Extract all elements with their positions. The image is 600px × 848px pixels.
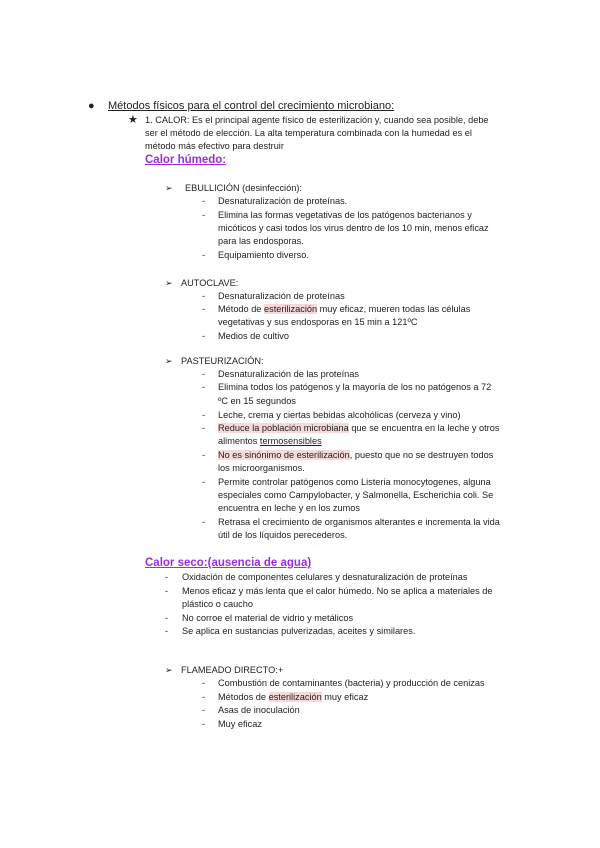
dash: - [165,586,169,596]
ebullicion-item: Equipamiento diverso. [218,250,309,260]
flameado-item: Asas de inoculación [218,705,300,715]
dash: - [202,291,206,301]
pasteurizacion-item: especiales como Campylobacter, y Salmonella, Escherichia coli. Se [218,490,494,500]
pasteurizacion-item: alimentos termosensibles [218,436,322,446]
pasteurizacion-item: encuentra en leche y en los zumos [218,503,360,513]
intro-line-1: 1. CALOR: Es el principal agente físico de esterilización y, cuando sea posible, debe [145,115,489,125]
dash: - [202,196,206,206]
dash: - [202,410,206,420]
flameado-title: FLAMEADO DIRECTO:+ [181,665,284,675]
dash: - [202,210,206,220]
dash: - [202,423,206,433]
dash: - [202,369,206,379]
pasteurizacion-item: útil de los líquidos perecederos. [218,530,348,540]
flameado-item: Métodos de esterilización muy eficaz [218,692,369,702]
page-heading: Métodos físicos para el control del crecimiento microbiano: [108,100,395,112]
calor-seco-item: plástico o caucho [182,599,253,609]
dash: - [202,450,206,460]
dash: - [202,517,206,527]
pasteurizacion-item: Permite controlar patógenos como Listeria monocytogenes, alguna [218,477,491,487]
pasteurizacion-item: Retrasa el crecimiento de organismos alterantes e incrementa la vida [218,517,500,527]
arrow-icon: ➢ [165,183,173,193]
calor-seco-item: No corroe el material de vidrio y metálicos [182,613,354,623]
pasteurizacion-item: ºC en 15 segundos [218,396,296,406]
pasteurizacion-item: Elimina todos los patógenos y la mayoría de los no patógenos a 72 [218,382,492,392]
star-icon: ★ [128,114,138,126]
dash: - [202,678,206,688]
section-calor-seco: Calor seco:(ausencia de agua) [145,557,312,569]
ebullicion-title: EBULLICIÓN (desinfección): [185,183,302,193]
dash: - [202,382,206,392]
dash: - [202,692,206,702]
pasteurizacion-item: No es sinónimo de esterilización, puesto que no se destruyen todos [218,450,494,460]
arrow-icon: ➢ [165,278,173,288]
intro-line-3: método más efectivo para destruir [145,141,284,151]
dash: - [165,613,169,623]
dash: - [165,626,169,636]
ebullicion-item: micóticos y casi todos los virus dentro de los 10 min, menos eficaz [218,223,489,233]
section-calor-humedo: Calor húmedo: [145,154,227,166]
autoclave-item: Desnaturalización de proteínas [218,291,345,301]
dash: - [202,719,206,729]
arrow-icon: ➢ [165,356,173,366]
flameado-item: Muy eficaz [218,719,262,729]
dash: - [165,572,169,582]
dash: - [202,477,206,487]
autoclave-item: Método de esterilización muy eficaz, mueren todas las células [218,304,471,314]
calor-seco-item: Se aplica en sustancias pulverizadas, aceites y similares. [182,626,416,636]
ebullicion-item: Desnaturalización de proteínas. [218,196,348,206]
pasteurizacion-item: Reduce la población microbiana que se encuentra en la leche y otros [218,423,500,433]
pasteurizacion-item: los microorganismos. [218,463,305,473]
ebullicion-item: para las endosporas. [218,236,304,246]
autoclave-title: AUTOCLAVE: [181,278,239,288]
bullet-dot: ● [88,100,95,112]
calor-seco-item: Menos eficaz y más lenta que el calor húmedo. No se aplica a materiales de [182,586,493,596]
autoclave-item: vegetativas y sus endosporas en 15 min a 121ºC [218,317,418,327]
calor-seco-item: Oxidación de componentes celulares y desnaturalización de proteínas [182,572,468,582]
pasteurizacion-item: Leche, crema y ciertas bebidas alcohólicas (cerveza y vino) [218,410,461,420]
pasteurizacion-title: PASTEURIZACIÓN: [181,356,264,366]
dash: - [202,304,206,314]
dash: - [202,250,206,260]
ebullicion-item: Elimina las formas vegetativas de los patógenos bacterianos y [218,210,472,220]
dash: - [202,705,206,715]
autoclave-item: Medios de cultivo [218,331,289,341]
arrow-icon: ➢ [165,665,173,675]
intro-line-2: ser el método de elección. La alta temperatura combinada con la humedad es el [145,128,472,138]
dash: - [202,331,206,341]
flameado-item: Combustión de contaminantes (bacteria) y producción de cenizas [218,678,485,688]
pasteurizacion-item: Desnaturalización de las proteínas [218,369,359,379]
